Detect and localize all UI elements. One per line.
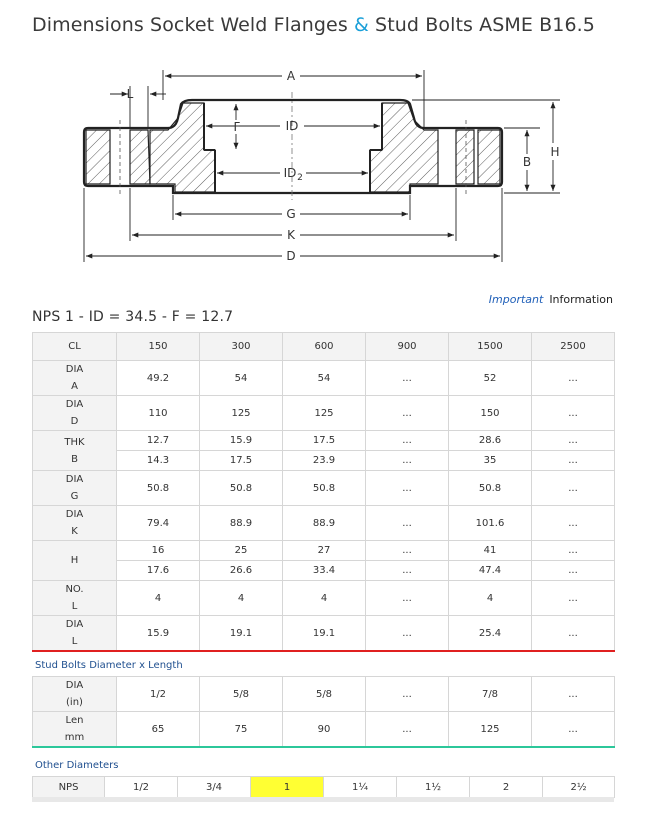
page-title <box>32 14 595 36</box>
table-cell: 54 <box>200 361 283 396</box>
table-cell: ... <box>366 396 449 431</box>
nps-link[interactable]: 1¼ <box>324 777 397 798</box>
table-cell: 150 <box>449 396 532 431</box>
row-label: DIA L <box>33 616 117 652</box>
row-label: THK B <box>33 431 117 471</box>
table-cell: 75 <box>200 712 283 748</box>
table-cell: 79.4 <box>117 506 200 541</box>
header-cell: CL <box>33 333 117 361</box>
row-label: DIA A <box>33 361 117 396</box>
table-row <box>33 712 615 748</box>
row-label: DIA (in) <box>33 677 117 712</box>
info-line <box>489 293 613 306</box>
table-cell: 4 <box>449 581 532 616</box>
title-rest: Stud Bolts ASME B16.5 <box>368 14 595 36</box>
table-cell: ... <box>532 677 615 712</box>
nps-link[interactable]: 1½ <box>397 777 470 798</box>
table-cell: 101.6 <box>449 506 532 541</box>
table-cell: ... <box>366 361 449 396</box>
table-cell: 26.6 <box>200 561 283 581</box>
table-cell: 19.1 <box>283 616 366 652</box>
table-cell: 125 <box>449 712 532 748</box>
dimensions-table <box>32 332 615 652</box>
table-cell: 90 <box>283 712 366 748</box>
table-cell: 7/8 <box>449 677 532 712</box>
table-cell: 12.7 <box>117 431 200 451</box>
table-cell: ... <box>532 712 615 748</box>
label-f: F <box>233 120 241 134</box>
table-cell: ... <box>366 541 449 561</box>
table-row <box>33 581 615 616</box>
table-cell: ... <box>532 581 615 616</box>
table-cell: 4 <box>200 581 283 616</box>
table-cell: 88.9 <box>283 506 366 541</box>
table-cell: 15.9 <box>117 616 200 652</box>
information-text: Information <box>549 293 613 306</box>
table-cell: 65 <box>117 712 200 748</box>
table-cell: 54 <box>283 361 366 396</box>
table-cell: 5/8 <box>200 677 283 712</box>
table-cell: ... <box>532 471 615 506</box>
nps-link[interactable]: 1/2 <box>105 777 178 798</box>
other-diameters-title: Other Diameters <box>35 760 119 771</box>
table-cell: 125 <box>283 396 366 431</box>
table-row <box>33 396 615 431</box>
other-diameters-table <box>32 776 615 798</box>
table-cell: 4 <box>117 581 200 616</box>
table-cell: 4 <box>283 581 366 616</box>
table-cell: 50.8 <box>200 471 283 506</box>
table-cell: 35 <box>449 451 532 471</box>
row-label: Len mm <box>33 712 117 748</box>
table-cell: ... <box>532 616 615 652</box>
table-cell: 41 <box>449 541 532 561</box>
table-cell: ... <box>532 506 615 541</box>
table-cell: ... <box>366 506 449 541</box>
header-cell: 300 <box>200 333 283 361</box>
table-cell: 88.9 <box>200 506 283 541</box>
table-row <box>33 616 615 652</box>
nps-label: NPS <box>33 777 105 798</box>
table-cell: ... <box>366 581 449 616</box>
table-cell: ... <box>366 431 449 451</box>
table-cell: 17.5 <box>200 451 283 471</box>
row-label: DIA K <box>33 506 117 541</box>
table-row <box>33 471 615 506</box>
label-h: H <box>550 145 560 159</box>
table-cell: ... <box>366 561 449 581</box>
table-cell: ... <box>532 396 615 431</box>
table-cell: ... <box>366 677 449 712</box>
table-cell: ... <box>366 616 449 652</box>
table-row <box>33 677 615 712</box>
table-cell: 125 <box>200 396 283 431</box>
table-cell: ... <box>366 471 449 506</box>
table-header-row <box>33 333 615 361</box>
table-cell: 49.2 <box>117 361 200 396</box>
header-cell: 150 <box>117 333 200 361</box>
nps-link[interactable]: 2½ <box>543 777 615 798</box>
nps-link[interactable]: 2 <box>470 777 543 798</box>
header-cell: 1500 <box>449 333 532 361</box>
table-cell: 33.4 <box>283 561 366 581</box>
nps-link[interactable]: 3/4 <box>178 777 251 798</box>
bottom-divider <box>32 797 614 802</box>
table-cell: 17.6 <box>117 561 200 581</box>
table-cell: 28.6 <box>449 431 532 451</box>
table-cell: 25 <box>200 541 283 561</box>
table-cell: 52 <box>449 361 532 396</box>
table-cell: 1/2 <box>117 677 200 712</box>
header-cell: 900 <box>366 333 449 361</box>
label-g: G <box>286 207 296 221</box>
row-label: DIA G <box>33 471 117 506</box>
flange-diagram <box>70 60 580 270</box>
label-k: K <box>287 228 295 242</box>
table-cell: 50.8 <box>283 471 366 506</box>
table-cell: 110 <box>117 396 200 431</box>
label-id: ID <box>285 119 299 133</box>
title-main: Dimensions Socket Weld Flanges <box>32 14 354 36</box>
table-cell: ... <box>532 561 615 581</box>
table-cell: 14.3 <box>117 451 200 471</box>
title-ampersand: & <box>354 14 369 36</box>
nps-link[interactable]: 1 <box>251 777 324 798</box>
stud-bolts-section-title: Stud Bolts Diameter x Length <box>35 660 183 671</box>
table-cell: 50.8 <box>117 471 200 506</box>
table-row <box>33 506 615 541</box>
table-row <box>33 777 615 798</box>
stud-bolts-table <box>32 676 615 748</box>
table-row <box>33 451 615 471</box>
table-cell: ... <box>532 361 615 396</box>
table-cell: 23.9 <box>283 451 366 471</box>
header-cell: 2500 <box>532 333 615 361</box>
table-cell: 19.1 <box>200 616 283 652</box>
label-l: L <box>126 87 134 101</box>
table-cell: ... <box>366 712 449 748</box>
table-cell: ... <box>532 541 615 561</box>
nps-header: NPS 1 - ID = 34.5 - F = 12.7 <box>32 309 234 325</box>
table-row <box>33 431 615 451</box>
label-id2: ID <box>283 166 297 180</box>
label-a: A <box>286 69 296 83</box>
table-cell: ... <box>532 431 615 451</box>
table-cell: 50.8 <box>449 471 532 506</box>
table-cell: ... <box>366 451 449 471</box>
table-cell: ... <box>532 451 615 471</box>
header-cell: 600 <box>283 333 366 361</box>
table-row <box>33 541 615 561</box>
table-cell: 27 <box>283 541 366 561</box>
table-cell: 17.5 <box>283 431 366 451</box>
table-row <box>33 361 615 396</box>
table-cell: 47.4 <box>449 561 532 581</box>
important-link[interactable]: Important <box>488 293 544 306</box>
label-d: D <box>286 249 296 263</box>
label-id2-subscript: 2 <box>297 173 303 183</box>
row-label: NO. L <box>33 581 117 616</box>
label-b: B <box>522 155 532 169</box>
table-cell: 15.9 <box>200 431 283 451</box>
table-cell: 16 <box>117 541 200 561</box>
row-label: DIA D <box>33 396 117 431</box>
table-cell: 5/8 <box>283 677 366 712</box>
row-label: H <box>33 541 117 581</box>
table-cell: 25.4 <box>449 616 532 652</box>
table-row <box>33 561 615 581</box>
